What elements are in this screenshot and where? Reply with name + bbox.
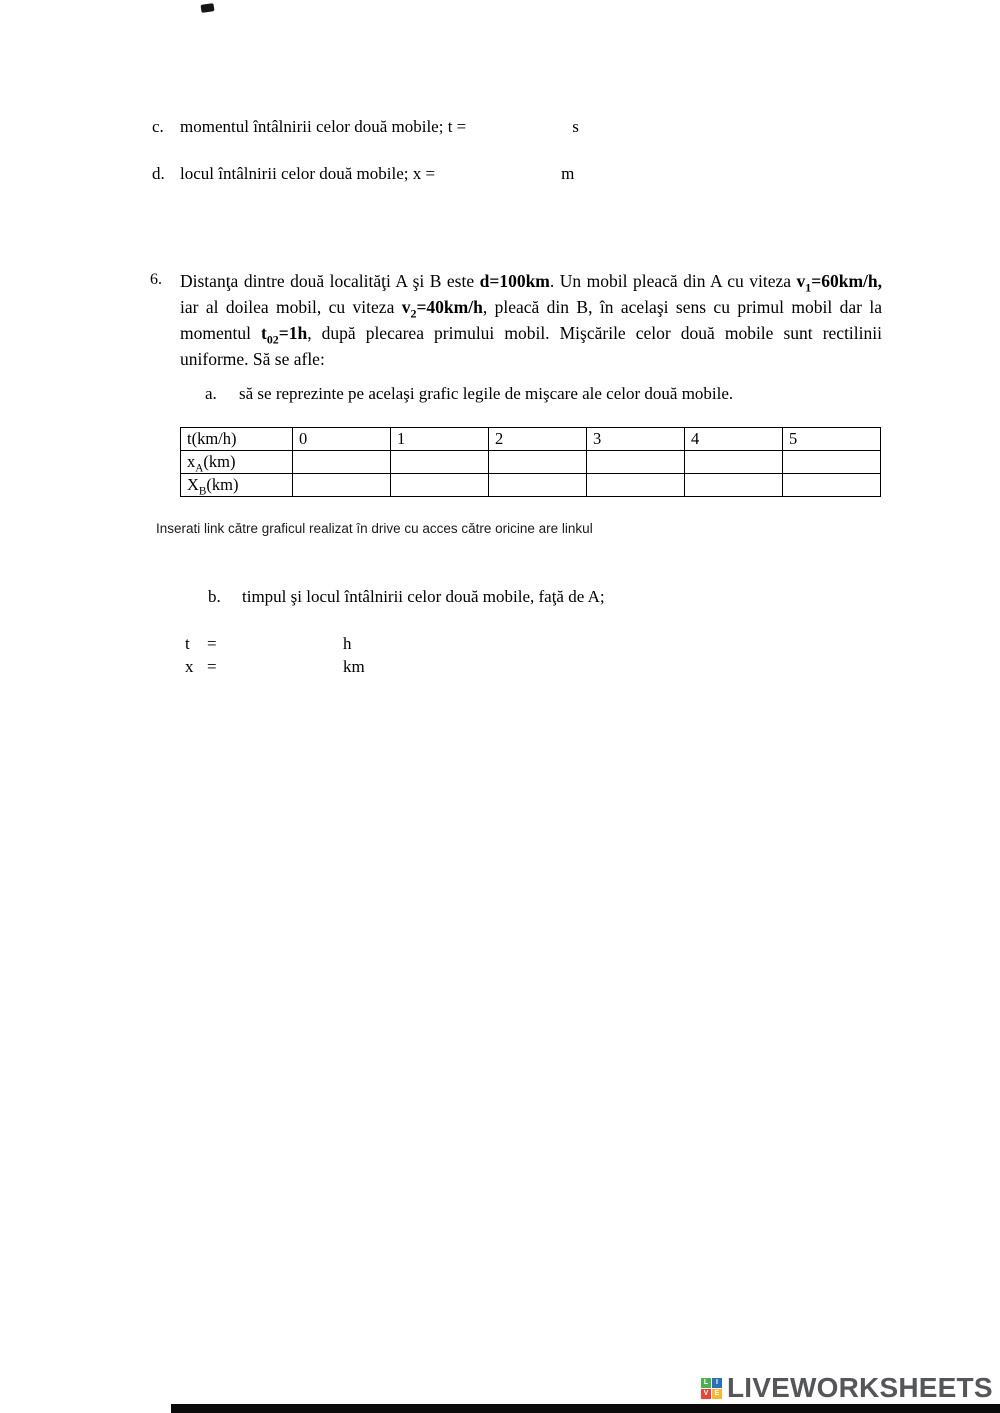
row-label-post: (km) <box>206 475 239 494</box>
logo-square-v: V <box>701 1389 711 1399</box>
var-t02-value: =1h <box>278 323 308 343</box>
sub-item-a-label: a. <box>205 384 217 403</box>
scan-artifact <box>201 3 215 13</box>
sub-item-a <box>205 384 733 404</box>
answer-x-letter: x <box>185 657 194 676</box>
answer-cell-xb[interactable] <box>685 474 783 497</box>
var-t02: t <box>261 323 267 343</box>
var-v2-value: =40km/h <box>416 297 483 317</box>
answer-input-x[interactable] <box>221 660 343 676</box>
item-d <box>152 164 574 184</box>
sub-item-b-text: timpul şi locul întâlnirii celor două mobile, faţă de A; <box>242 587 605 606</box>
answer-cell-xa[interactable] <box>587 451 685 474</box>
text-segment: iar al doilea mobil, cu viteza <box>180 297 402 317</box>
table-header-cell: 2 <box>489 428 587 451</box>
answer-blank-d[interactable] <box>435 167 561 183</box>
table-header-cell: 4 <box>685 428 783 451</box>
answer-x-equals: = <box>207 657 217 676</box>
table-header-cell: 5 <box>783 428 881 451</box>
logo-square-l: L <box>701 1378 711 1388</box>
answer-blank-c[interactable] <box>466 120 572 136</box>
row-label-pre: x <box>187 452 196 471</box>
var-v1: v <box>796 271 806 291</box>
answer-cell-xa[interactable] <box>293 451 391 474</box>
problem-6 <box>150 268 882 372</box>
drive-link-note: Inserati link către graficul realizat în drive cu acces către oricine are linkul <box>156 521 593 536</box>
answer-t-unit: h <box>343 634 352 653</box>
table-header-cell: 1 <box>391 428 489 451</box>
item-d-label: d. <box>152 164 165 183</box>
sub-item-b <box>208 587 605 607</box>
answer-cell-xb[interactable] <box>293 474 391 497</box>
text-segment: , după plecarea primului mobil. Mişcările celor două mobile sunt rectilinii uniforme. Să se afle: <box>180 323 882 369</box>
answer-line-t <box>185 634 352 654</box>
answer-cell-xa[interactable] <box>685 451 783 474</box>
sub-item-b-label: b. <box>208 587 221 606</box>
row-label-post: (km) <box>203 452 236 471</box>
problem-6-text <box>180 268 882 372</box>
liveworksheets-footer <box>701 1372 993 1404</box>
table-header-row <box>181 428 881 451</box>
row-label-sub: A <box>195 462 204 474</box>
answer-cell-xb[interactable] <box>489 474 587 497</box>
var-v1-sub: 1 <box>805 280 812 295</box>
problem-6-number: 6. <box>150 271 162 288</box>
liveworksheets-wordmark: LIVEWORKSHEETS <box>727 1372 993 1403</box>
table-row-xa <box>181 451 881 474</box>
item-c-label: c. <box>152 117 164 136</box>
var-v2: v <box>401 297 411 317</box>
answer-cell-xa[interactable] <box>391 451 489 474</box>
answer-input-t[interactable] <box>221 637 343 653</box>
answer-t-letter: t <box>185 634 190 653</box>
text-segment-bold: d=100km <box>479 271 550 291</box>
answer-cell-xa[interactable] <box>783 451 881 474</box>
var-v1-value: =60km/h, <box>811 271 882 291</box>
row-label-xb <box>181 474 293 497</box>
item-c-text: momentul întâlnirii celor două mobile; t = <box>180 117 467 136</box>
table-header-cell: 3 <box>587 428 685 451</box>
text-segment-bold <box>261 323 308 347</box>
table-header-cell: 0 <box>293 428 391 451</box>
text-segment-bold <box>796 271 882 295</box>
answer-cell-xa[interactable] <box>489 451 587 474</box>
sub-item-a-text: să se reprezinte pe acelaşi grafic legile de mişcare ale celor două mobile. <box>239 384 734 403</box>
answer-t-equals: = <box>207 634 217 653</box>
text-segment: Distanţa dintre două localităţi A şi B este <box>180 271 480 291</box>
var-t02-sub: 02 <box>266 332 279 347</box>
table-header-cell: t(km/h) <box>181 428 293 451</box>
text-segment-bold <box>401 297 483 321</box>
liveworksheets-logo-icon <box>701 1378 722 1399</box>
answer-cell-xb[interactable] <box>587 474 685 497</box>
answer-line-x <box>185 657 365 677</box>
logo-square-i: I <box>712 1378 722 1388</box>
answer-x-unit: km <box>343 657 365 676</box>
item-c <box>152 117 579 137</box>
logo-square-e: E <box>712 1389 722 1399</box>
text-segment: , pleacă din B, în acelaşi sens cu primul mobil dar la momentul <box>180 297 882 343</box>
answer-cell-xb[interactable] <box>391 474 489 497</box>
item-c-unit: s <box>572 117 579 136</box>
item-d-unit: m <box>561 164 575 183</box>
item-d-text: locul întâlnirii celor două mobile; x = <box>180 164 436 183</box>
row-label-xa <box>181 451 293 474</box>
table-row-xb <box>181 474 881 497</box>
answer-cell-xb[interactable] <box>783 474 881 497</box>
var-v2-sub: 2 <box>410 306 417 321</box>
text-segment: . Un mobil pleacă din A cu viteza <box>549 271 797 291</box>
row-label-sub: B <box>198 485 207 497</box>
bottom-page-edge <box>171 1404 1000 1413</box>
motion-table <box>180 427 881 497</box>
row-label-pre: X <box>187 475 199 494</box>
